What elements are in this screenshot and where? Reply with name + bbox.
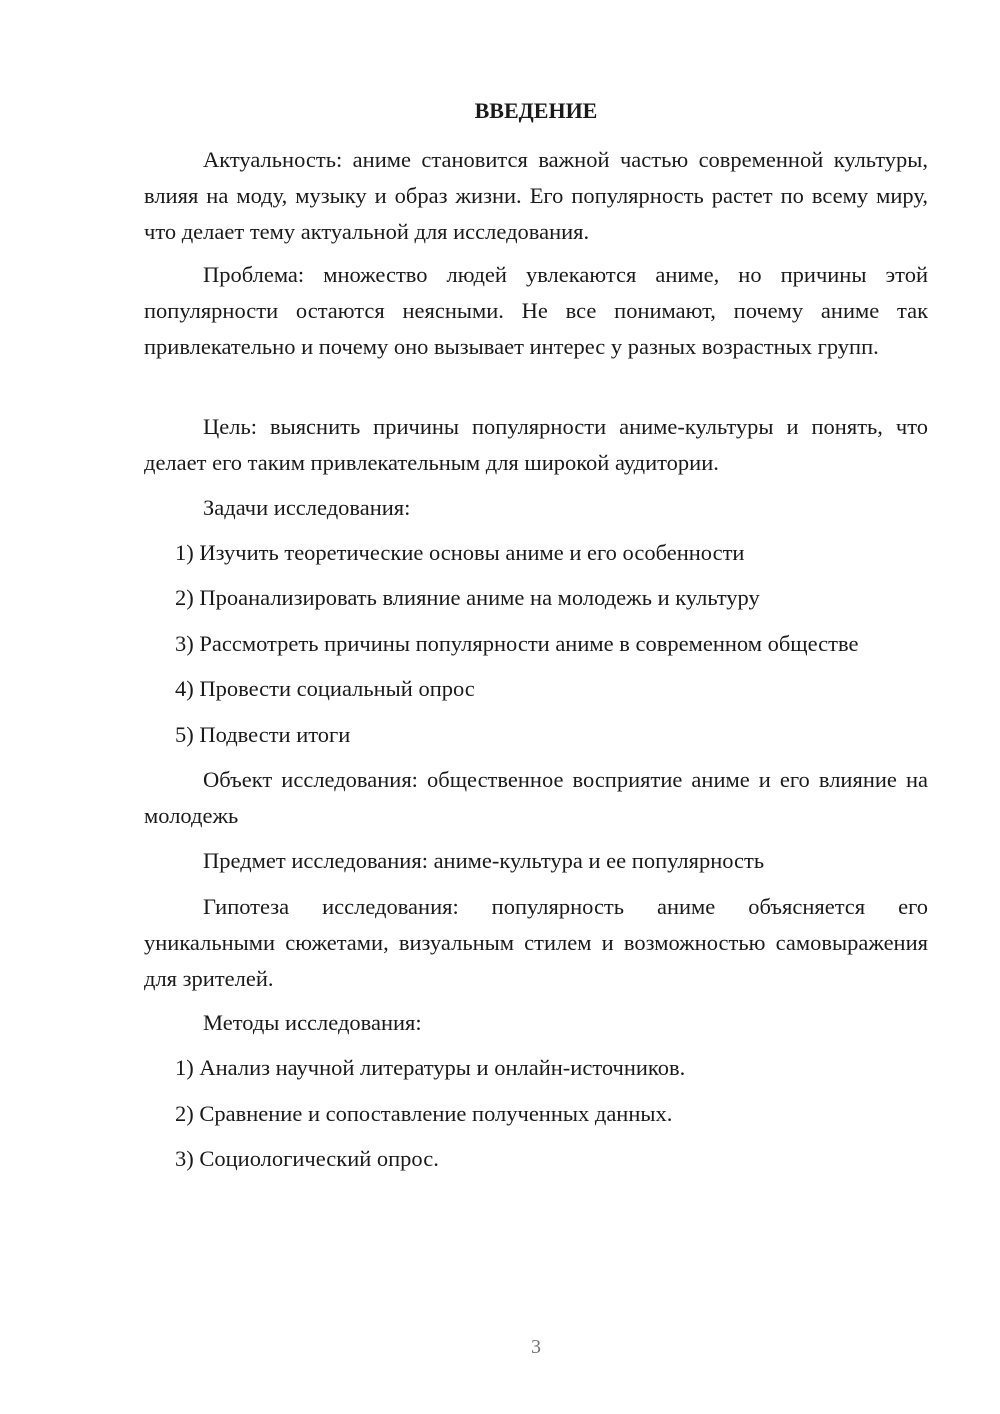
problem-paragraph: Проблема: множество людей увлекаются аниме, но причины этой популярности остаются неясными. Не все понимают, почему аниме так привлекательно и почему оно вызывает интерес у разных возрастных групп.: [144, 262, 928, 359]
hypothesis-paragraph: Гипотеза исследования: популярность аниме объясняется его уникальными сюжетами, визуальным стилем и возможностью самовыражения для зрителей.: [144, 894, 928, 991]
tasks-heading: Задачи исследования:: [203, 495, 411, 520]
object-paragraph: Объект исследования: общественное восприятие аниме и его влияние на молодежь: [144, 767, 928, 828]
method-item-1: 1) Анализ научной литературы и онлайн-источников.: [175, 1055, 686, 1080]
task-item-5: 5) Подвести итоги: [175, 722, 351, 747]
goal-paragraph: Цель: выяснить причины популярности аниме-культуры и понять, что делает его таким привлекательным для широкой аудитории.: [144, 414, 928, 475]
page-number: 3: [531, 1336, 541, 1358]
method-item-3: 3) Социологический опрос.: [175, 1146, 439, 1171]
relevance-paragraph: Актуальность: аниме становится важной частью современной культуры, влияя на моду, музыку и образ жизни. Его популярность растет по всему миру, что делает тему актуальной для исследования.: [144, 147, 928, 244]
section-title: ВВЕДЕНИЕ: [474, 98, 598, 123]
task-item-3: 3) Рассмотреть причины популярности аниме в современном обществе: [175, 631, 859, 656]
subject-paragraph: Предмет исследования: аниме-культура и ее популярность: [203, 848, 765, 873]
methods-heading: Методы исследования:: [203, 1010, 422, 1035]
task-item-1: 1) Изучить теоретические основы аниме и его особенности: [175, 540, 745, 565]
document-page: [144, 0, 928, 1414]
task-item-4: 4) Провести социальный опрос: [175, 676, 475, 701]
task-item-2: 2) Проанализировать влияние аниме на молодежь и культуру: [175, 585, 760, 610]
method-item-2: 2) Сравнение и сопоставление полученных данных.: [175, 1101, 673, 1126]
